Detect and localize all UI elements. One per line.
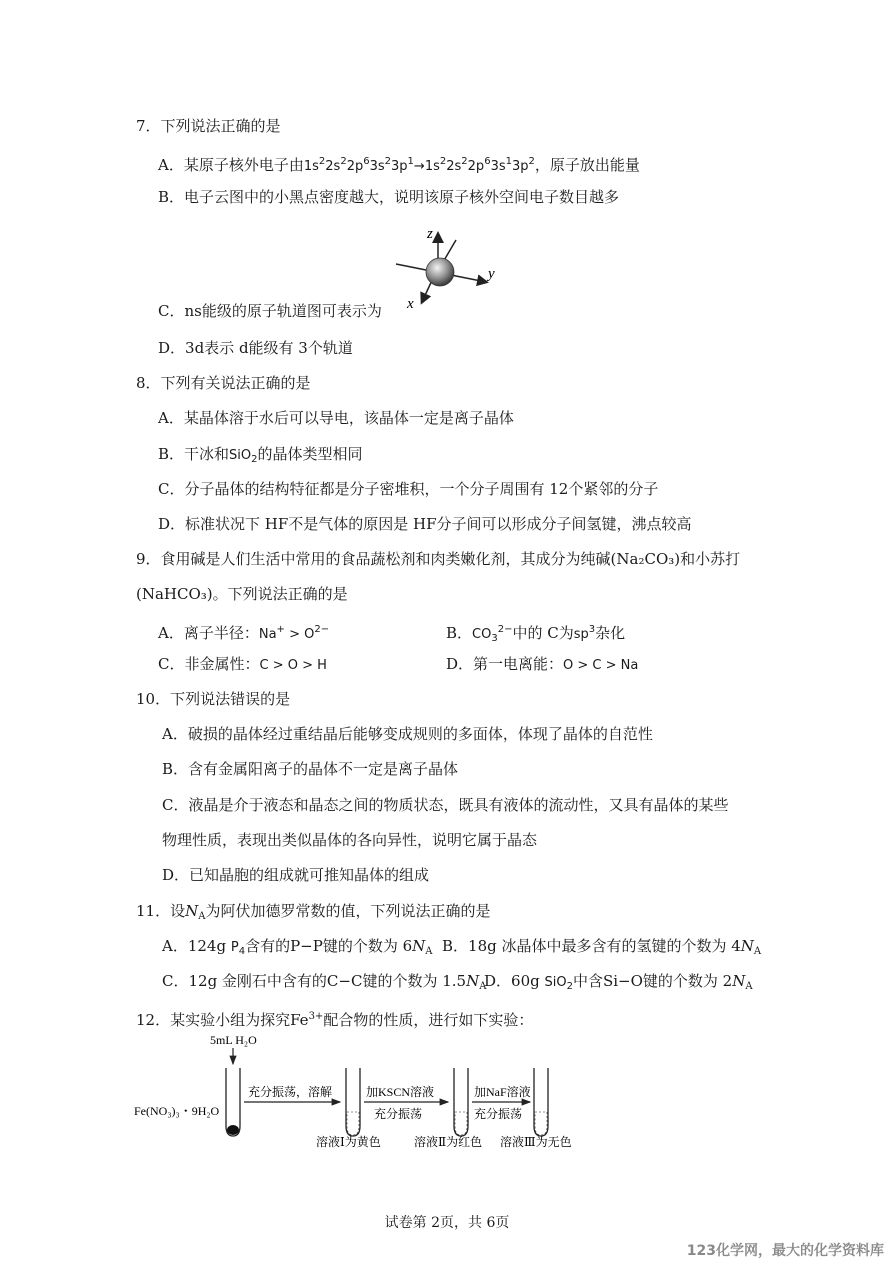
solid-sample — [227, 1125, 239, 1135]
orbital-sphere — [426, 258, 454, 286]
q8-option-b: B．干冰和SiO$_2$的晶体类型相同 — [158, 445, 363, 465]
q11-option-c: C．12g 金刚石中含有的C−C键的个数为 $1.5N_A$ — [162, 972, 487, 992]
q9-stem-line1: 9．食用碱是人们生活中常用的食品蔬松剂和肉类嫩化剂，其成分为纯碱(Na₂CO₃)和小苏打 — [136, 550, 741, 568]
q11-option-d: D．60g SiO$_2$中含Si−O键的个数为 $2N_A$ — [484, 972, 753, 992]
step3-bottom-label: 充分振荡 — [474, 1107, 523, 1121]
page-footer: 试卷第 2页，共 6页 — [384, 1215, 510, 1231]
solution-1-liquid — [347, 1112, 359, 1135]
z-label: z — [427, 226, 433, 242]
q12-stem: 12．某实验小组为探究$Fe^{3+}$配合物的性质，进行如下实验： — [136, 1011, 534, 1029]
experiment-diagram — [130, 1030, 590, 1150]
q7-option-b: B．电子云图中的小黑点密度越大，说明该原子核外空间电子数目越多 — [158, 188, 620, 206]
q11-stem: 11．设$N_A$为阿伏加德罗常数的值，下列说法正确的是 — [136, 902, 491, 922]
water-label: 5mL H₂O — [210, 1033, 257, 1047]
solution-3-liquid — [535, 1112, 547, 1135]
test-tube-4 — [534, 1068, 548, 1136]
test-tube-2 — [346, 1068, 360, 1136]
q10-option-b: B．含有金属阳离子的晶体不一定是离子晶体 — [162, 760, 459, 778]
q8-option-c: C．分子晶体的结构特征都是分子密堆积，一个分子周围有 12个紧邻的分子 — [158, 480, 659, 498]
q10-option-c-line1: C．液晶是介于液态和晶态之间的物质状态，既具有液体的流动性，又具有晶体的某些 — [162, 796, 729, 814]
q11-option-a: A．124g $P_4$含有的P−P键的个数为 $6N_A$ — [162, 937, 433, 957]
q8-option-d: D．标准状况下 HF不是气体的原因是 HF分子间可以形成分子间氢键，沸点较高 — [158, 515, 692, 533]
reagent-label: Fe(NO₃)₃・9H₂O — [134, 1104, 220, 1118]
test-tube-3 — [454, 1068, 468, 1136]
watermark: 123化学网，最大的化学资料库 — [686, 1243, 884, 1259]
q8-option-a: A．某晶体溶于水后可以导电，该晶体一定是离子晶体 — [158, 409, 514, 427]
q11-option-b: B．18g 冰晶体中最多含有的氢键的个数为 $4N_A$ — [442, 937, 762, 957]
q10-option-c-line2: 物理性质，表现出类似晶体的各向异性，说明它属于晶态 — [162, 831, 538, 849]
q9-option-b: B．$CO_3^{2-}$中的 C为$sp^3$杂化 — [446, 624, 626, 644]
x-label: x — [407, 296, 414, 312]
solution-1-caption: 溶液Ⅰ为黄色 — [316, 1135, 381, 1149]
q9-stem-line2: (NaHCO₃)。下列说法正确的是 — [136, 585, 348, 603]
q9-option-a: A．离子半径：$Na^+ > O^{2-}$ — [158, 624, 330, 642]
q9-option-d: D．第一电离能：O > C > Na — [446, 655, 639, 673]
q10-stem: 10．下列说法错误的是 — [136, 690, 291, 708]
q8-stem: 8．下列有关说法正确的是 — [136, 374, 311, 392]
q10-option-d: D．已知晶胞的组成就可推知晶体的组成 — [162, 866, 430, 884]
s-orbital-figure — [390, 224, 500, 314]
step2-bottom-label: 充分振荡 — [374, 1107, 423, 1121]
q7-option-c: C．ns能级的原子轨道图可表示为 — [158, 302, 382, 320]
q10-option-a: A．破损的晶体经过重结晶后能够变成规则的多面体，体现了晶体的自范性 — [162, 725, 653, 743]
step2-top-label: 加KSCN溶液 — [366, 1085, 435, 1099]
step3-top-label: 加NaF溶液 — [474, 1085, 531, 1099]
q7-stem: 7．下列说法正确的是 — [136, 117, 281, 135]
y-label: y — [488, 266, 495, 282]
q7-option-a: A．某原子核外电子由$1s^22s^22p^63s^23p^1\to 1s^22s^22p^63s^13p^2$，原子放出能量 — [158, 156, 640, 174]
solution-2-caption: 溶液Ⅱ为红色 — [414, 1135, 483, 1149]
solution-3-caption: 溶液Ⅲ为无色 — [500, 1135, 572, 1149]
step1-top-label: 充分振荡，溶解 — [248, 1085, 333, 1099]
q7-option-d: D．3d表示 d能级有 3个轨道 — [158, 339, 353, 357]
solution-2-liquid — [455, 1112, 467, 1135]
q9-option-c: C．非金属性：C > O > H — [158, 655, 327, 673]
